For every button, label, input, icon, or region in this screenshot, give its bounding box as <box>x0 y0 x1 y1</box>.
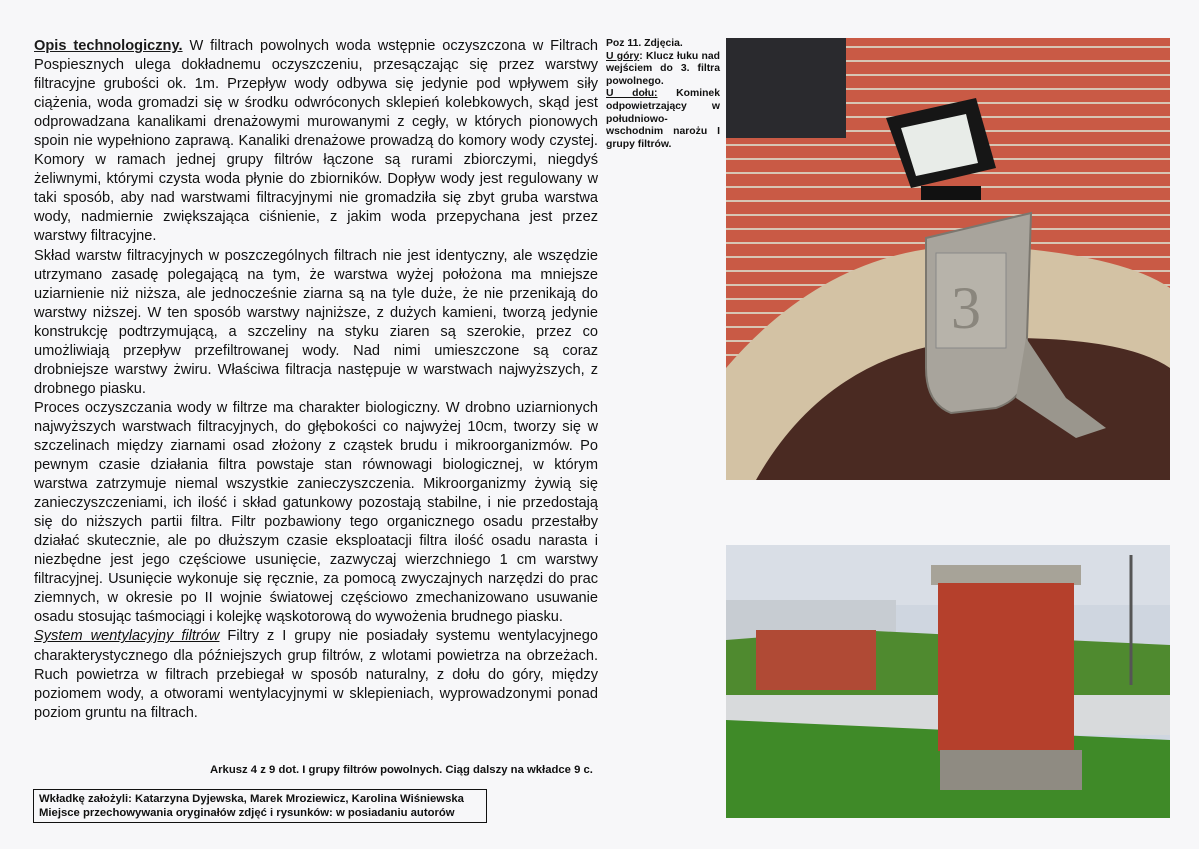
keystone-number: 3 <box>951 275 981 341</box>
paragraph: System wentylacyjny filtrów Filtry z I grupy nie posiadały systemu wentylacyjnego charakterystycznego dla późniejszych grup filtrów, z wlotami powietrza na obrzeżach. Ruch powietrza w filtrach przebiegał w sposób naturalny, z dołu do góry, między poziomem wody, a otworami wentylacyjnymi w sklepieniach, wyprowadzonymi ponad poziom gruntu na filtrach. <box>34 628 598 721</box>
photo-arch-keystone <box>726 38 1170 480</box>
photo-caption <box>606 38 720 151</box>
keystone-photo-drawing <box>726 38 1170 480</box>
caption-title: Poz 11. Zdjęcia. <box>606 38 683 49</box>
storage-line: Miejsce przechowywania oryginałów zdjęć i rysunków: w posiadaniu autorów <box>39 807 455 819</box>
paragraph: Opis technologiczny. W filtrach powolnych woda wstępnie oczyszczona w Filtrach Pospiesznych ulega dokładnemu oczyszczeniu, przesączając się przez warstwy filtracyjne grubości ok. 1m. Przepływ wody odbywa się jedynie pod wpływem siły ciążenia, woda gromadzi się w środku odwróconych sklepień kolebkowych, skąd jest odprowadzana kanalikami drenażowymi murowanymi z cegły, w których pionowych spoin nie wypełniono zaprawą. Kanaliki drenażowe prowadzą do komory wody czystej. Komory w ramach jednej grupy filtrów łączone są rurami zbiorczymi, niegdyś żeliwnymi, którymi czysta woda płynie do zbiorników. Dopływ wody jest regulowany w taki sposób, aby nad warstwami filtracyjnymi nie gromadziła się zbyt gruba warstwa wody, nadmiernie zwiększająca ciśnienie, z jakim woda przepychana jest przez warstwy filtracyjne. <box>34 38 598 245</box>
authors-box <box>33 789 487 823</box>
chimney-photo-drawing <box>726 545 1170 818</box>
caption-top: U góry: Klucz łuku nad wejściem do 3. filtra powolnego. <box>606 50 720 87</box>
sheet-note: Arkusz 4 z 9 dot. I grupy filtrów powolnych. Ciąg dalszy na wkładce 9 c. <box>210 764 593 776</box>
paragraph: Skład warstw filtracyjnych w poszczególnych filtrach nie jest identyczny, ale wszędzie utrzymano zasadę polegającą na tym, że warstwa wyżej położona ma mniejsze uziarnienie niż niższa, ale jednocześnie ziarna są na tyle duże, że nie przenikają do warstwy niższej. W ten sposób warstwy najniższe, z dużych kamieni, tworzą jedynie konstrukcję podtrzymującą, a szczeliny na styku ziaren są szerokie, przez co umożliwiają przepływ przefiltrowanej wody. Nad nimi umieszczone są coraz drobniejsze warstwy żwiru. Właściwa filtracja następuje w warstwach najwyższych, z drobnego piasku. <box>34 247 598 397</box>
authors-line: Wkładkę założyli: Katarzyna Dyjewska, Marek Mroziewicz, Karolina Wiśniewska <box>39 793 464 805</box>
paragraph: Proces oczyszczania wody w filtrze ma charakter biologiczny. W drobno uziarnionych najwyższych warstwach filtracyjnych, do głębokości co najwyżej 10cm, tworzy się w szczelinach między ziarnami osad złożony z cząstek brudu i mikroorganizmów. Po pewnym czasie działania filtra powstaje stan równowagi biologicznej, w którym warstwa zatrzymuje niemal wszystkie zanieczyszczenia. Mikroorganizmy żywią się zanieczyszczeniami, ich ilość i skład gatunkowy pozostają stabilne, i nie przedostają się do niższych partii filtra. Filtr pozbawiony tego organicznego osadu przestałby działać skutecznie, ale po dłuższym czasie eksploatacji filtra ilość osadu narasta i niezbędne jest jego częściowe usunięcie, zazwyczaj wierzchniego 1 cm warstwy filtracyjnej. Usunięcie wykonuje się ręcznie, za pomocą zwyczajnych narzędzi do prac ziemnych, w okresie po II wojnie światowej częściowo zmechanizowano usuwanie osadu stosując taśmociągi i kolejkę wąskotorową do wywożenia brudnego piasku. <box>34 399 598 626</box>
body-text <box>34 37 598 723</box>
heading-ventilation: System wentylacyjny filtrów <box>34 628 220 645</box>
caption-bottom: U dołu: Kominek odpowietrzający w południowo- wschodnim narożu I grupy filtrów. <box>606 88 720 150</box>
heading-technology: Opis technologiczny. <box>34 38 183 54</box>
photo-ventilation-chimney <box>726 545 1170 818</box>
